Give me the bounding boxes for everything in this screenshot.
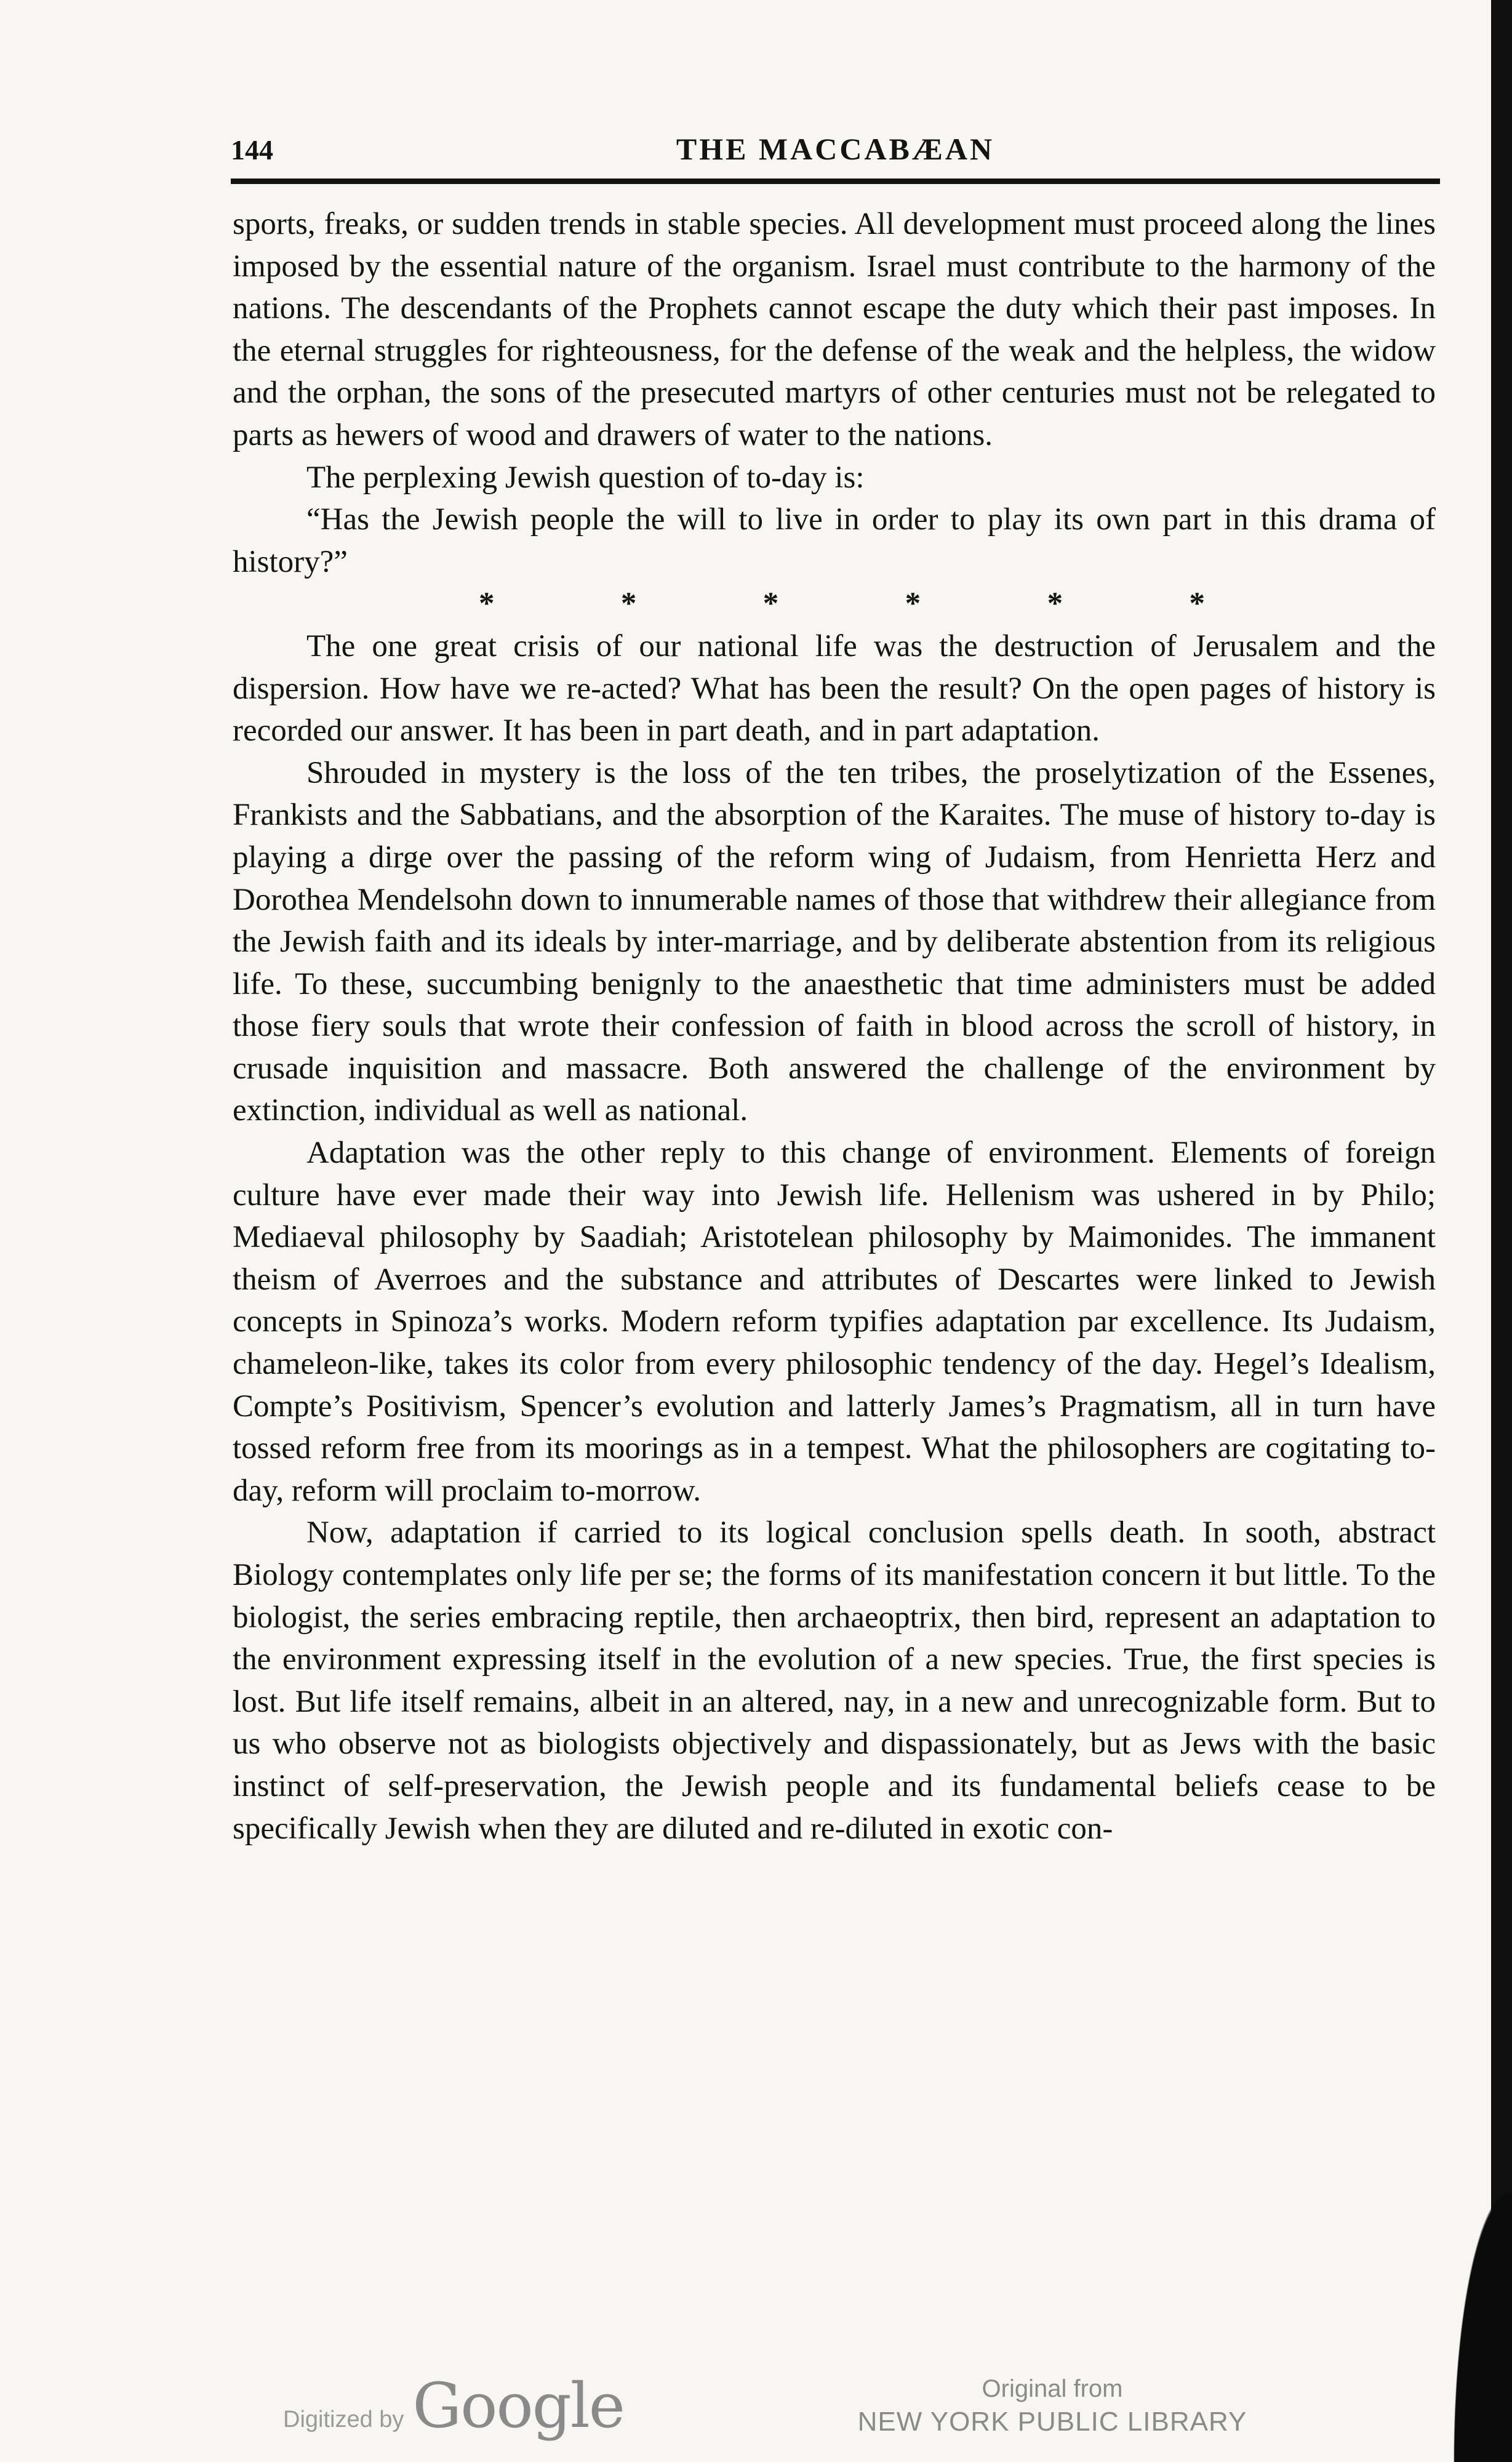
separator-star: * [479, 587, 495, 622]
paragraph: Now, adaptation if carried to its logical conclusion spells death. In sooth, abstract Biology contemplates only life per se; the forms of its manifestation concern it but little. To the biologist, the series embracing reptile, then archaeoptrix, then bird, represent an adaptation to the environment expressing itself in the evolution of a new species. True, the first species is lost. But life itself remains, albeit in an altered, nay, in a new and unrecognizable form. But to us who observe not as biologists objectively and dispassionately, but as Jews with the basic instinct of self-preservation, the Jewish people and its fundamental beliefs cease to be specifically Jewish when they are diluted and re-diluted in exotic con- [233, 1515, 1436, 1846]
page-number: 144 [231, 134, 273, 166]
paragraph: “Has the Jewish people the will to live in order to play its own part in this drama of history?” [233, 502, 1436, 579]
separator-star: * [1189, 587, 1205, 622]
separator-star: * [620, 587, 637, 622]
library-name: NEW YORK PUBLIC LIBRARY [857, 2407, 1247, 2437]
body-text [233, 203, 1436, 1850]
section-separator [479, 583, 1205, 625]
paragraph: The perplexing Jewish question of to-day is: [306, 460, 865, 495]
page-header [231, 126, 1440, 175]
separator-star: * [1047, 587, 1063, 622]
separator-star: * [905, 587, 921, 622]
paragraph: The one great crisis of our national life was the destruction of Jerusalem and the dispersion. How have we re-acted? What has been the result? On the open pages of history is recorded our answer. It has been in part death, and in part adaptation. [233, 628, 1436, 748]
page-edge-shadow [1491, 0, 1512, 2462]
header-rule [231, 178, 1440, 184]
library-watermark [855, 2373, 1249, 2439]
digitized-by-label: Digitized by [283, 2407, 404, 2432]
paragraph: sports, freaks, or sudden trends in stable species. All development must proceed along the lines imposed by the essential nature of the organism. Israel must contribute to the harmony of the nations. The descendants of the Prophets cannot escape the duty which their past imposes. In the eternal struggles for righteousness, for the defense of the weak and the helpless, the widow and the orphan, the sons of the presecuted martyrs of other centuries must not be relegated to parts as hewers of wood and drawers of water to the nations. [233, 207, 1436, 452]
digitized-by-watermark [283, 2370, 624, 2442]
paragraph: Shrouded in mystery is the loss of the ten tribes, the proselytization of the Essenes, Frankists and the Sabbatians, and the absorption of the Karaites. The muse of history to-day is playing a dirge over the passing of the reform wing of Judaism, from Henrietta Herz and Dorothea Mendelsohn down to innumerable names of those that withdrew their allegiance from the Jewish faith and its ideals by inter-marriage, and by deliberate abstention from its religious life. To these, succumbing benignly to the anaesthetic that time administers must be added those fiery souls that wrote their confession of faith in blood across the scroll of history, in crusade inquisition and massacre. Both answered the challenge of the environment by extinction, individual as well as national. [233, 755, 1436, 1128]
separator-star: * [762, 587, 779, 622]
paragraph: Adaptation was the other reply to this change of environment. Elements of foreign culture have ever made their way into Jewish life. Hellenism was ushered in by Philo; Mediaeval philosophy by Saadiah; Aristotelean philosophy by Maimonides. The immanent theism of Averroes and the substance and attributes of Descartes were linked to Jewish concepts in Spinoza’s works. Modern reform typifies adaptation par excellence. Its Judaism, chameleon-like, takes its color from every philosophic tendency of the day. Hegel’s Idealism, Compte’s Positivism, Spencer’s evolution and latterly James’s Pragmatism, all in turn have tossed reform free from its moorings as in a tempest. What the philosophers are cogitating to-day, reform will proclaim to-morrow. [233, 1136, 1436, 1508]
page-corner-curl [1438, 2117, 1512, 2462]
google-logo: Google [412, 2370, 624, 2442]
running-title: THE MACCABÆAN [676, 132, 995, 166]
original-from-label: Original from [982, 2375, 1123, 2402]
